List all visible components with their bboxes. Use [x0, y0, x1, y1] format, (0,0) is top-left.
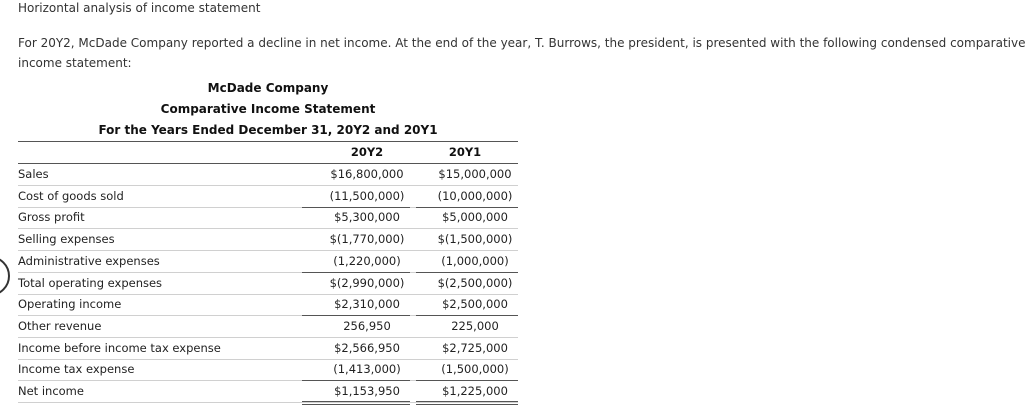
row-divider: [18, 359, 518, 360]
value-20y1: $2,500,000: [442, 297, 508, 311]
value-20y2: $2,310,000: [334, 297, 400, 311]
row-label: Gross profit: [18, 210, 85, 224]
value-20y1: (1,000,000): [441, 254, 509, 268]
row-label: Income before income tax expense: [18, 341, 221, 355]
value-20y2: $(2,990,000): [329, 276, 405, 290]
subtotal-rule: [302, 380, 410, 381]
value-20y1: $(1,500,000): [437, 232, 513, 246]
value-20y2: 256,950: [343, 319, 391, 333]
value-20y1: $(2,500,000): [437, 276, 513, 290]
value-20y2: (1,413,000): [333, 362, 401, 376]
value-20y1: (1,500,000): [441, 362, 509, 376]
row-label: Cost of goods sold: [18, 189, 124, 203]
row-label: Income tax expense: [18, 362, 135, 376]
value-20y2: $1,153,950: [334, 384, 400, 398]
subtotal-rule: [416, 380, 518, 381]
value-20y1: $2,725,000: [442, 341, 508, 355]
value-20y2: $5,300,000: [334, 210, 400, 224]
page-heading: Horizontal analysis of income statement: [18, 1, 261, 15]
value-20y2: $2,566,950: [334, 341, 400, 355]
row-divider: [18, 402, 518, 403]
row-label: Sales: [18, 167, 49, 181]
header-top-rule: [18, 141, 518, 142]
row-label: Other revenue: [18, 319, 102, 333]
subtotal-rule: [416, 272, 518, 273]
value-20y2: $(1,770,000): [329, 232, 405, 246]
statement-title: Comparative Income Statement: [160, 102, 376, 116]
intro-paragraph: For 20Y2, McDade Company reported a decline in net income. At the end of the year, T. Burrows, the president, is presented with the following condensed comparative income statement:: [18, 36, 1026, 70]
subtotal-rule: [302, 272, 410, 273]
row-divider: [18, 228, 518, 229]
row-label: Total operating expenses: [18, 276, 163, 290]
value-20y1: $5,000,000: [442, 210, 508, 224]
column-header-20y2: 20Y2: [350, 145, 384, 159]
company-name: McDade Company: [207, 81, 329, 95]
total-double-rule: [302, 401, 410, 402]
row-label: Selling expenses: [18, 232, 115, 246]
total-double-rule: [302, 404, 410, 405]
value-20y2: (1,220,000): [333, 254, 401, 268]
row-divider: [18, 185, 518, 186]
value-20y2: $16,800,000: [330, 167, 404, 181]
value-20y2: (11,500,000): [329, 189, 405, 203]
statement-period: For the Years Ended December 31, 20Y2 and 20Y1: [98, 123, 438, 137]
value-20y1: (10,000,000): [437, 189, 513, 203]
row-divider: [18, 250, 518, 251]
subtotal-rule: [416, 315, 518, 316]
value-20y1: $15,000,000: [438, 167, 512, 181]
header-bottom-rule: [18, 163, 518, 164]
column-header-20y1: 20Y1: [448, 145, 482, 159]
row-label: Administrative expenses: [18, 254, 160, 268]
subtotal-rule: [302, 315, 410, 316]
total-double-rule: [416, 404, 518, 405]
subtotal-rule: [416, 207, 518, 208]
row-divider: [18, 294, 518, 295]
subtotal-rule: [302, 207, 410, 208]
value-20y1: 225,000: [451, 319, 499, 333]
row-divider: [18, 337, 518, 338]
row-label: Operating income: [18, 297, 122, 311]
row-label: Net income: [18, 384, 84, 398]
value-20y1: $1,225,000: [442, 384, 508, 398]
circle-marker: [0, 256, 10, 296]
total-double-rule: [416, 401, 518, 402]
